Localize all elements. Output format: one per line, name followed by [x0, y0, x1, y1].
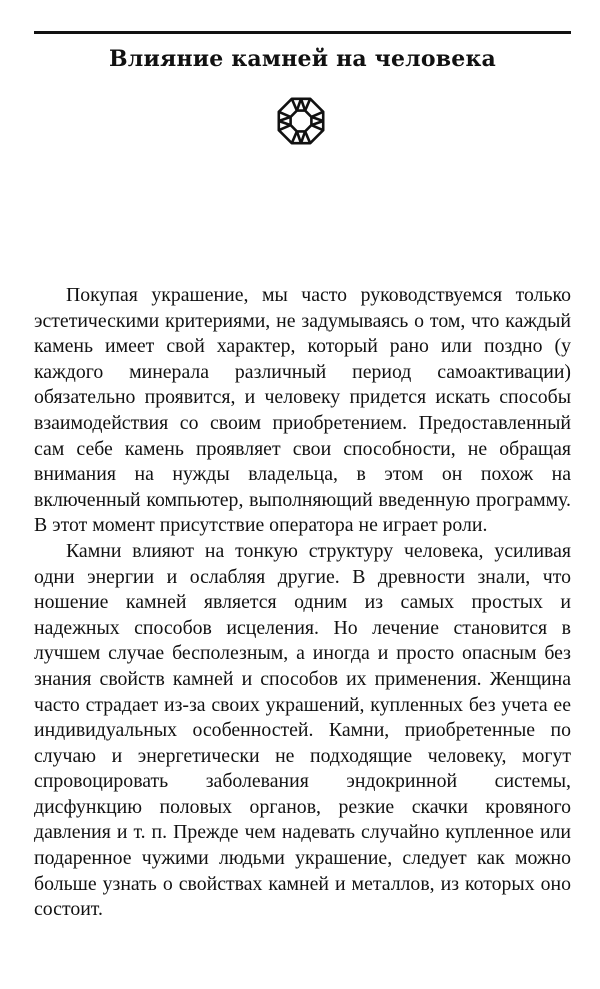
- page-title: Влияние камней на человека: [108, 46, 496, 72]
- article-body: [34, 283, 571, 923]
- paragraph: Камни влияют на тонкую структуру человека, усиливая одни энергии и ослабляя другие. В древности знали, что ношение камней является одним из самых простых и надежных способов исцеления. Но лечение становится в лучшем случае бесполезным, а иногда и просто опасным без знания свойств камней и способов их применения. Женщина часто страдает из-за своих украшений, купленных без учета ее индивидуальных особенностей. Камни, приобретенные по случаю и энергетически не подходящие человеку, могут спровоцировать заболевания эндокринной системы, дисфункцию половых органов, резкие скачки кровяного давления и т. п. Прежде чем надевать случайно купленное или подаренное чужими людьми украшение, следует как можно больше узнать о свойствах камней и металлов, из которых оно состоит.: [34, 539, 571, 921]
- top-rule: [34, 31, 571, 34]
- faceted-gem-icon: [276, 96, 326, 146]
- paragraph: Покупая украшение, мы часто руководствуемся только эстетическими критериями, не задумываясь о том, что каждый камень имеет свой характер, который рано или поздно (у каждого минерала различный период самоактивации) обязательно проявится, и человеку придется искать способы взаимодействия со своим приобретением. Предоставленный сам себе камень проявляет свои способности, не обращая внимания на нужды владельца, в этом он похож на включенный компьютер, выполняющий введенную программу. В этот момент присутствие оператора не играет роли.: [34, 284, 571, 537]
